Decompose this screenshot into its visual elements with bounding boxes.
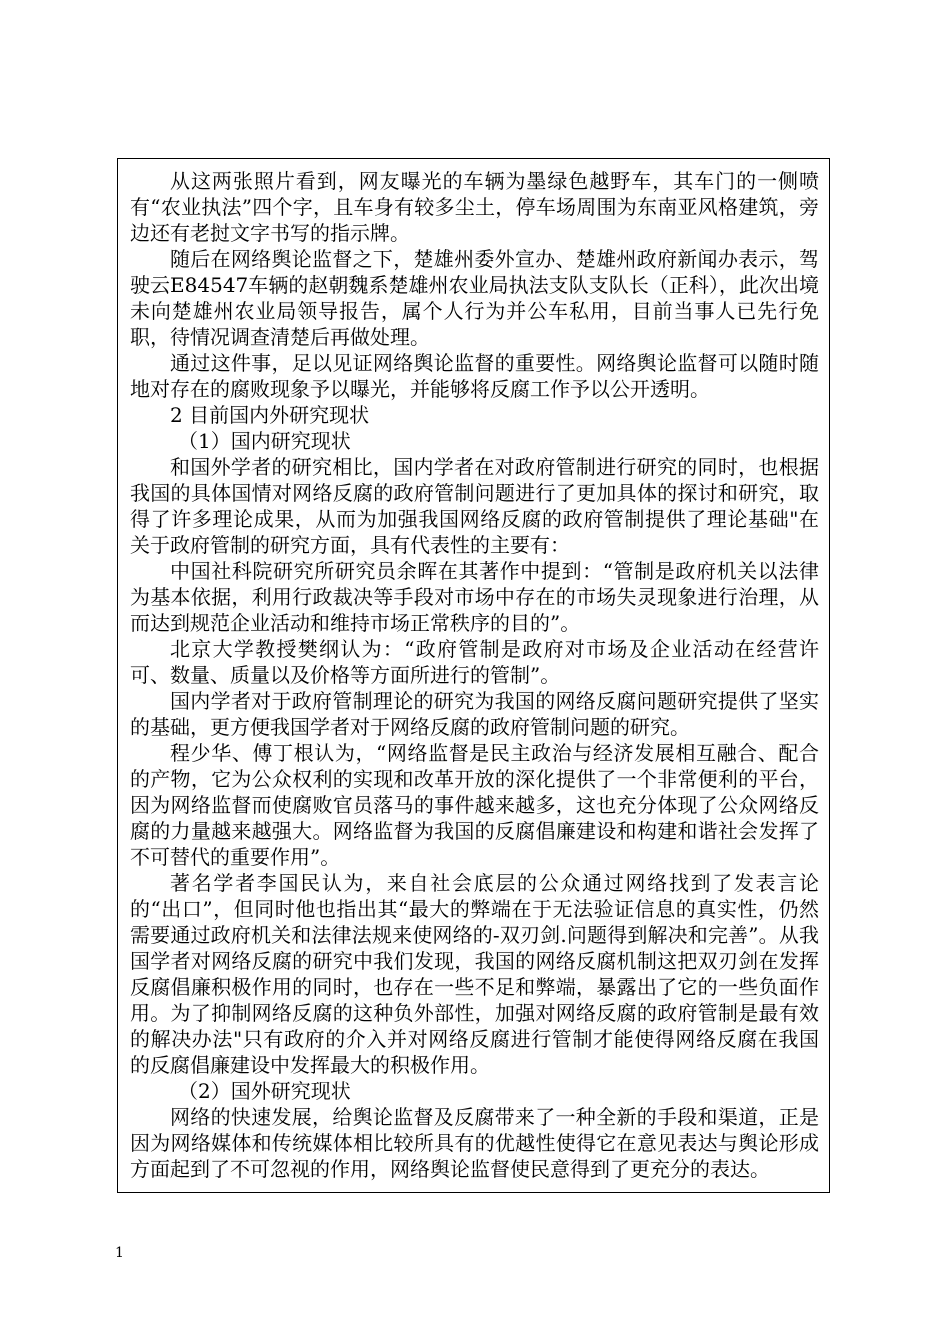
section-heading-research-status: 2 目前国内外研究现状	[170, 403, 370, 427]
paragraph-official-response: 随后在网络舆论监督之下，楚雄州委外宣办、楚雄州政府新闻办表示，驾驶云E84547车辆的赵朝魏系楚雄州农业局执法支队支队长（正科），此次出境未向楚雄州农业局领导报告，属个人行为并公车私用，目前当事人已先行免职，待情况调查清楚后再做处理。	[130, 247, 819, 349]
paragraph-photo-description: 从这两张照片看到，网友曝光的车辆为墨绿色越野车，其车门的一侧喷有“农业执法”四个字，且车身有较多尘土，停车场周围为东南亚风格建筑，旁边还有老挝文字书写的指示牌。	[130, 169, 819, 245]
subheading-domestic-research: （1）国内研究现状	[178, 429, 351, 453]
paragraph-foreign-intro: 网络的快速发展，给舆论监督及反腐带来了一种全新的手段和渠道，正是因为网络媒体和传统媒体相比较所具有的优越性使得它在意见表达与舆论形成方面起到了不可忽视的作用，网络舆论监督使民意得到了更充分的表达。	[130, 1105, 819, 1181]
paragraph-domestic-foundation: 国内学者对于政府管制理论的研究为我国的网络反腐问题研究提供了坚实的基础，更方便我国学者对于网络反腐的政府管制问题的研究。	[130, 689, 819, 739]
subheading-foreign-research: （2）国外研究现状	[178, 1079, 351, 1103]
page-number: 1	[115, 1245, 124, 1261]
paragraph-cheng-fu-quote: 程少华、傅丁根认为，“网络监督是民主政治与经济发展相互融合、配合的产物，它为公众权利的实现和改革开放的深化提供了一个非常便利的平台，因为网络监督而使腐败官员落马的事件越来越多，这也充分体现了公众网络反腐的力量越来越强大。网络监督为我国的反腐倡廉建设和构建和谐社会发挥了不可替代的重要作用”。	[130, 741, 819, 869]
paragraph-domestic-intro: 和国外学者的研究相比，国内学者在对政府管制进行研究的同时，也根据我国的具体国情对网络反腐的政府管制问题进行了更加具体的探讨和研究，取得了许多理论成果，从而为加强我国网络反腐的政府管制提供了理论基础"在关于政府管制的研究方面，具有代表性的主要有：	[130, 455, 819, 557]
content-frame	[117, 158, 830, 1193]
paragraph-fan-gang-quote: 北京大学教授樊纲认为：“政府管制是政府对市场及企业活动在经营许可、数量、质量以及价格等方面所进行的管制”。	[130, 637, 819, 687]
paragraph-supervision-importance: 通过这件事，足以见证网络舆论监督的重要性。网络舆论监督可以随时随地对存在的腐败现象予以曝光，并能够将反腐工作予以公开透明。	[130, 351, 819, 401]
paragraph-li-guomin-quote: 著名学者李国民认为，来自社会底层的公众通过网络找到了发表言论的“出口”，但同时他也指出其“最大的弊端在于无法验证信息的真实性，仍然需要通过政府机关和法律法规来使网络的-双刃剑.问题得到解决和完善”。从我国学者对网络反腐的研究中我们发现，我国的网络反腐机制这把双刃剑在发挥反腐倡廉积极作用的同时，也存在一些不足和弊端，暴露出了它的一些负面作用。为了抑制网络反腐的这种负外部性，加强对网络反腐的政府管制是最有效的解决办法"只有政府的介入并对网络反腐进行管制才能使得网络反腐在我国的反腐倡廉建设中发挥最大的积极作用。	[130, 871, 819, 1077]
paragraph-yu-hui-quote: 中国社科院研究所研究员余晖在其著作中提到：“管制是政府机关以法律为基本依据，利用行政裁决等手段对市场中存在的市场失灵现象进行治理，从而达到规范企业活动和维持市场正常秩序的目的”。	[130, 559, 819, 635]
